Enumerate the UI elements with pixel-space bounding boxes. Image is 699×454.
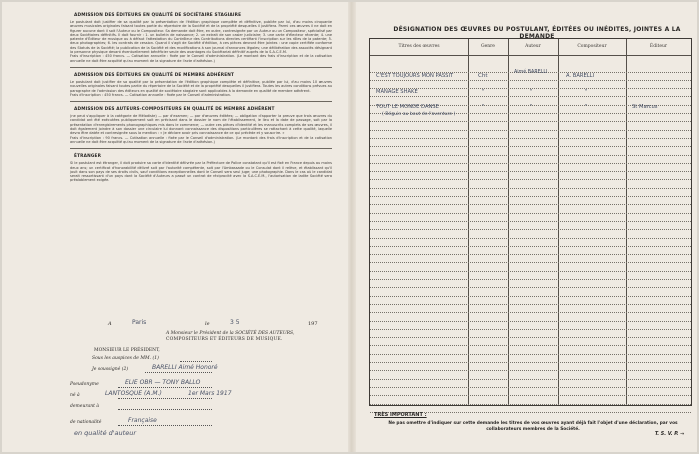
- application-letter: [70, 319, 332, 439]
- table-row: [370, 239, 691, 247]
- page-fold: [348, 2, 356, 452]
- tsvp-label: T. S. V. P. →: [654, 432, 684, 437]
- section-heading: ADMISSION DES ÉDITEURS EN QUALITÉ DE MEMBRE ADHÉRENT: [74, 72, 235, 78]
- entry-3-auteur: ": [530, 104, 533, 110]
- name-handwritten: BARELLI Aimé Honoré: [152, 364, 218, 372]
- qualite-handwritten: en qualité d'auteur: [74, 429, 136, 438]
- important-text: Ne pas omettre d'indiquer sur cette demande les titres de vos œuvres ayant déjà fait l'objet d'une déclaration, par vos collaborateurs membres de la Société.: [388, 421, 678, 432]
- entry-1-genre: Cht: [478, 73, 488, 79]
- header-auteur: Auteur: [525, 44, 541, 49]
- section-heading: ÉTRANGER: [74, 154, 102, 160]
- birthplace-handwritten: LANTOSQUE (A.M.): [105, 390, 162, 398]
- table-row: [370, 330, 691, 338]
- entry-2-auteur: ": [530, 89, 533, 95]
- header-editeur: Éditeur: [649, 44, 668, 49]
- demeurant-field[interactable]: [70, 402, 332, 412]
- table-row: [370, 172, 691, 180]
- works-table-title: DÉSIGNATION DES ŒUVRES DU POSTULANT, ÉDITÉES OU INÉDITES, JOINTES A LA DEMANDE: [393, 26, 681, 40]
- date-handwritten: 3 5: [230, 319, 240, 326]
- addressee-line-1: A Monsieur le Président de la SOCIÉTÉ DES AUTEURS,: [166, 331, 295, 336]
- entry-3-compositeur: ": [585, 104, 588, 110]
- table-row: [370, 255, 691, 263]
- table-row: [370, 322, 691, 330]
- table-row: [370, 380, 691, 388]
- section-body: Si le postulant est étranger, il doit produire sa carte d'identité délivrée par la Préfecture de Police constatant qu'il est fixé en France depuis au moins deux ans; un certificat d'honorabilité délivré soit par l'autorité compétente, soit par l'Ambassade ou le Consulat dont il relève, et établissant qu'il jouit dans son pays de ses droits civils, sauf conditions exceptionnelles dont le Conseil sera seul juge; une photographie. Dans le cas où le candidat serait ressortissant d'un pays dont la Société d'Auteurs a passé un contrat de réciprocité avec la S.A.C.E.M., l'autorisation de ladite Société sera préalablement exigée.: [70, 161, 332, 183]
- soussigne-line: [145, 372, 212, 373]
- section-stagiaire: [70, 13, 332, 63]
- divider: [70, 148, 332, 149]
- entry-3-genre: ": [482, 104, 485, 110]
- header-genre: Genre: [481, 44, 495, 49]
- section-body: Le postulant doit justifier de sa qualité par la présentation de l'édition graphique complète et définitive, publiée par lui, d'au moins cinquante œuvres musicales originales faisant toutes partie du répertoire de la Société et de la propriété desquelles il justifiera. Parmi ces œuvres il ne doit en figurer aucune dont il soit l'Auteur ou le Compositeur. Sa demande doit être, en outre, contresignée par un Auteur ou un Compositeur, spécialisé par deux Sociétaires définitifs. Il doit fournir : 1. un bulletin de naissance; 2. un extrait de son casier judiciaire; 3. une carte d'électeur récente; 4. une patente d'Éditeur de musique ou à défaut l'attestation du Contrôleur des Contributions directes certifiant l'inscription sur les rôles de la patente; 5. deux photographies; 6. les contrats de cession. Quand il s'agit de Société d'édition, à ces pièces devront être jointes : une copie certifiée conforme des Statuts de la Société; la publication de la Société et des modifications à son journal d'annonces légales; une délibération des associés désignant la personne physique devant éventuellement bénéficier seule des avantages du Sociétariat définitif auprès de la S.A.C.E.M.: [70, 20, 332, 55]
- section-etranger: [70, 154, 332, 182]
- pseudonyme-field[interactable]: [70, 380, 332, 390]
- section-body: Le postulant doit justifier de sa qualité par la présentation de l'édition graphique complète et définitive, publiée par lui, d'au moins 10 œuvres nouvelles originales faisant toutes partie du répertoire de la Société et de la propriété desquelles il justifiera. Toutes les autres conditions prévues au paragraphe de l'admission des éditeurs en qualité de sociétaire stagiaire sont applicables à la demande en qualité de membre adhérent.: [70, 79, 332, 93]
- place-handwritten: Paris: [132, 319, 147, 326]
- table-row: [370, 371, 691, 379]
- section-frais: Frais d'inscription : 90 francs. — Cotisation annuelle : fixée par le Conseil d'administration. (Le montant des frais d'inscription et de la cotisation annuelle ne doit être acquitté qu'au moment de la signature de l'acte d'adhésion.): [70, 135, 332, 144]
- entry-3-title: TOUT LE MONDE DANSE: [376, 104, 439, 110]
- table-row: [370, 338, 691, 346]
- soussigne-field[interactable]: [70, 365, 332, 375]
- soussigne-label: Je soussigné (2): [92, 367, 129, 373]
- works-table-header: [370, 39, 691, 56]
- entry-2-title: MANAGE SHAKE: [376, 89, 418, 95]
- table-row: [370, 122, 691, 130]
- salutation: MONSIEUR LE PRÉSIDENT,: [94, 348, 160, 354]
- table-row: [370, 388, 691, 396]
- table-row: [370, 396, 691, 404]
- demeurant-label: demeurant à: [70, 404, 100, 410]
- section-editeur-adherent: [70, 73, 332, 97]
- table-row: [370, 139, 691, 147]
- table-row: [370, 264, 691, 272]
- divider: [70, 101, 332, 102]
- table-row: [370, 214, 691, 222]
- section-frais: Frais d'inscription : 450 francs. — Cotisation annuelle : fixée par le Conseil d'administration. (Le montant des frais d'inscription et de la cotisation annuelle ne doit être acquitté qu'au moment de la signature de l'acte d'adhésion.): [70, 54, 332, 63]
- important-notice: [374, 412, 692, 437]
- entry-2-compositeur: ": [585, 89, 588, 95]
- nationalite-field[interactable]: [70, 418, 332, 428]
- pseudonyme-label: Pseudonyme: [70, 382, 99, 388]
- place-date-row: [70, 319, 332, 331]
- auspices-line: [180, 361, 212, 362]
- entry-1-auteur: Aimé BARELLI: [514, 70, 548, 75]
- works-table: [369, 38, 692, 406]
- entry-1-title: C'EST TOUJOURS MON PASSIT: [376, 73, 454, 79]
- section-heading: ADMISSION DES AUTEURS-COMPOSITEURS EN QUALITÉ DE MEMBRE ADHÉRENT: [74, 107, 275, 113]
- table-row: [370, 280, 691, 288]
- qualite-row: [70, 429, 332, 439]
- table-row: [370, 81, 691, 89]
- table-row: [370, 164, 691, 172]
- section-auteur-adherent: [70, 107, 332, 144]
- entry-1-compositeur: A. BARELLI: [566, 73, 595, 79]
- nationalite-label: de nationalité: [70, 420, 102, 426]
- addressee: [166, 331, 332, 342]
- table-row: [370, 205, 691, 213]
- table-row: [370, 181, 691, 189]
- demeurant-line: [118, 409, 212, 410]
- section-body: (ne peut s'appliquer à la catégorie de Mélodiste) — par d'examen; — par d'œuvres éditées; — obligation d'apporter la preuve que trois œuvres du candidat ont été exécutées publiquement soit en précisant dans le dossier le nom de l'établissement, le lieu et la date de passage, soit par la présentation d'enregistrements phonographiques mis dans le commerce; — outre ces pièces d'identité et les manuscrits complets de ses œuvres, il doit également joindre à son dossier une circulaire lui donnant connaissance des dispositions particulières se rattachant à cette qualité, laquelle devra être datée et contresignée sous la mention : « Je déclare avoir pris connaissance de ce qui précède et y souscrire. »: [70, 114, 332, 136]
- table-row: [370, 147, 691, 155]
- addressee-line-2: COMPOSITEURS ET ÉDITEURS DE MUSIQUE.: [166, 336, 283, 342]
- table-row: [370, 222, 691, 230]
- table-row: [370, 131, 691, 139]
- birthplace-field[interactable]: [70, 391, 332, 401]
- auspices-field[interactable]: [70, 354, 332, 364]
- table-row: [370, 363, 691, 371]
- entry-3-editeur: St Marcus: [632, 104, 658, 110]
- table-row: [370, 272, 691, 280]
- table-row: [370, 230, 691, 238]
- table-row: [370, 288, 691, 296]
- important-label: TRÈS IMPORTANT :: [374, 412, 427, 418]
- a-label: A: [108, 321, 112, 327]
- le-label: le: [205, 321, 210, 327]
- header-titres: Titres des œuvres: [398, 44, 440, 49]
- entry-2-genre: ": [482, 89, 485, 95]
- table-row: [370, 347, 691, 355]
- birthdate-handwritten: 1er Mars 1917: [188, 390, 232, 398]
- document-sheet: [2, 2, 697, 452]
- table-row: [370, 297, 691, 305]
- entry-3-subtitle: ( Béguin au bout de l'aventure ): [382, 112, 456, 117]
- pseudonyme-handwritten: ELIE OBR — TONY BALLO: [125, 379, 201, 387]
- pseudonyme-line: [118, 387, 212, 388]
- section-frais: Frais d'inscription : 450 francs. — Cotisation annuelle : fixée par le Conseil d'administration.: [70, 92, 231, 97]
- nationalite-line: [118, 425, 212, 426]
- table-row: [370, 189, 691, 197]
- divider: [70, 67, 332, 68]
- nationality-handwritten: Française: [128, 417, 157, 425]
- auspices-label: Sous les auspices de MM. (1): [92, 356, 159, 362]
- table-row: [370, 156, 691, 164]
- table-row: [370, 355, 691, 363]
- ne-a-label: né à: [70, 393, 80, 399]
- table-row: [370, 305, 691, 313]
- table-row: [370, 313, 691, 321]
- header-compositeur: Compositeur: [577, 44, 607, 49]
- admission-rules: [70, 8, 332, 183]
- birthplace-line: [118, 398, 212, 399]
- section-heading: ADMISSION DES ÉDITEURS EN QUALITÉ DE SOCIÉTAIRE STAGIAIRE: [74, 13, 242, 18]
- table-row: [370, 197, 691, 205]
- table-row: [370, 247, 691, 255]
- year-prefix: 197: [308, 321, 318, 327]
